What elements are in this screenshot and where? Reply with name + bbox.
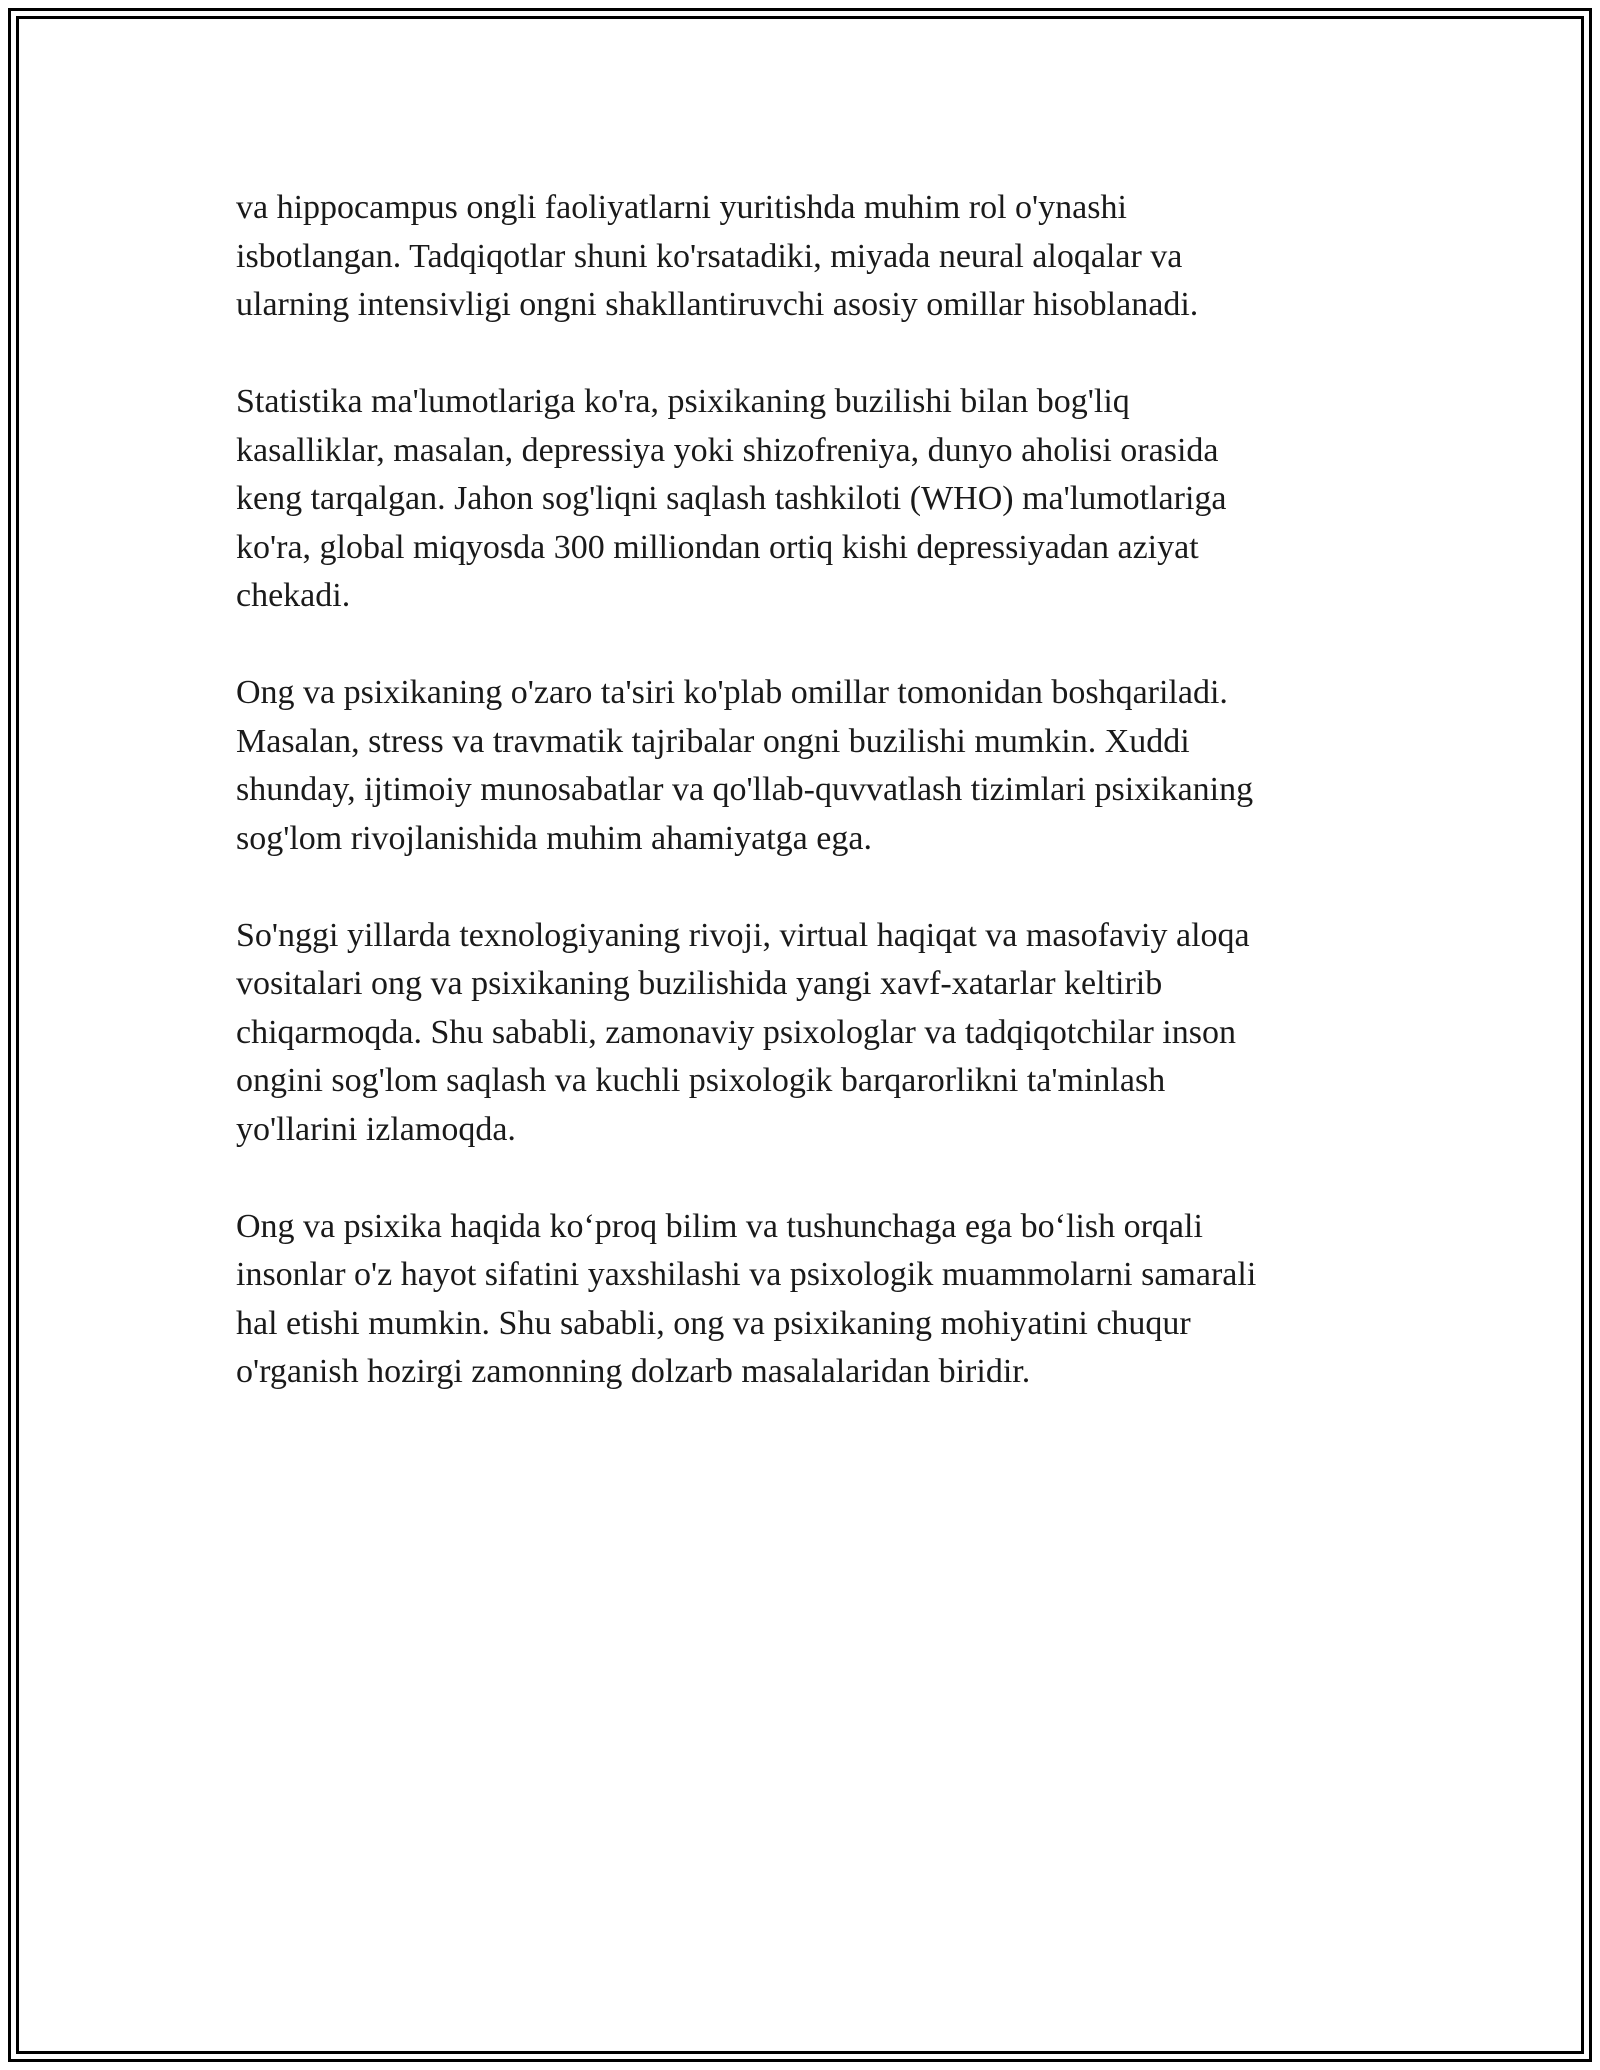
text-line: Ong va psixika haqida ko‘proq bilim va tushunchaga ega bo‘lish orqali [236, 1207, 1203, 1245]
text-line: hal etishi mumkin. Shu sababli, ong va psixikaning mohiyatini chuqur [236, 1304, 1191, 1342]
paragraph-brain-regions [236, 184, 1356, 330]
text-line: isbotlangan. Tadqiqotlar shuni ko'rsatadiki, miyada neural aloqalar va [236, 237, 1183, 275]
text-line: ko'ra, global miqyosda 300 milliondan ortiq kishi depressiyadan aziyat [236, 528, 1199, 566]
text-line: ongini sog'lom saqlash va kuchli psixologik barqarorlikni ta'minlash [236, 1062, 1166, 1099]
text-line: sog'lom rivojlanishida muhim ahamiyatga ega. [236, 819, 872, 857]
paragraph-technology-risks [236, 912, 1356, 1155]
text-line: Ong va psixikaning o'zaro ta'siri ko'plab omillar tomonidan boshqariladi. [236, 674, 1228, 711]
text-line: shunday, ijtimoiy munosabatlar va qo'llab-quvvatlash tizimlari psixikaning [236, 771, 1254, 808]
text-line: Masalan, stress va travmatik tajribalar ongni buzilishi mumkin. Xuddi [236, 722, 1190, 760]
text-line: insonlar o'z hayot sifatini yaxshilashi va psixologik muammolarni samarali [236, 1256, 1257, 1293]
text-line: o'rganish hozirgi zamonning dolzarb masalalaridan biridir. [236, 1353, 1031, 1390]
text-line: ularning intensivligi ongni shakllantiruvchi asosiy omillar hisoblanadi. [236, 286, 1199, 323]
text-line: yo'llarini izlamoqda. [236, 1110, 516, 1148]
text-line: kasalliklar, masalan, depressiya yoki shizofreniya, dunyo aholisi orasida [236, 431, 1219, 469]
text-line: va hippocampus ongli faoliyatlarni yuritishda muhim rol o'ynashi [236, 189, 1127, 226]
document-body [236, 184, 1356, 1445]
text-line: keng tarqalgan. Jahon sog'liqni saqlash tashkiloti (WHO) ma'lumotlariga [236, 480, 1227, 517]
paragraph-interaction-factors [236, 669, 1356, 863]
text-line: chekadi. [236, 577, 351, 614]
text-line: Statistika ma'lumotlariga ko'ra, psixikaning buzilishi bilan bog'liq [236, 383, 1130, 420]
paragraph-conclusion [236, 1203, 1356, 1397]
paragraph-statistics [236, 378, 1356, 621]
text-line: So'nggi yillarda texnologiyaning rivoji, virtual haqiqat va masofaviy aloqa [236, 916, 1250, 954]
text-line: vositalari ong va psixikaning buzilishida yangi xavf-xatarlar keltirib [236, 965, 1163, 1002]
text-line: chiqarmoqda. Shu sababli, zamonaviy psixologlar va tadqiqotchilar inson [236, 1013, 1236, 1051]
